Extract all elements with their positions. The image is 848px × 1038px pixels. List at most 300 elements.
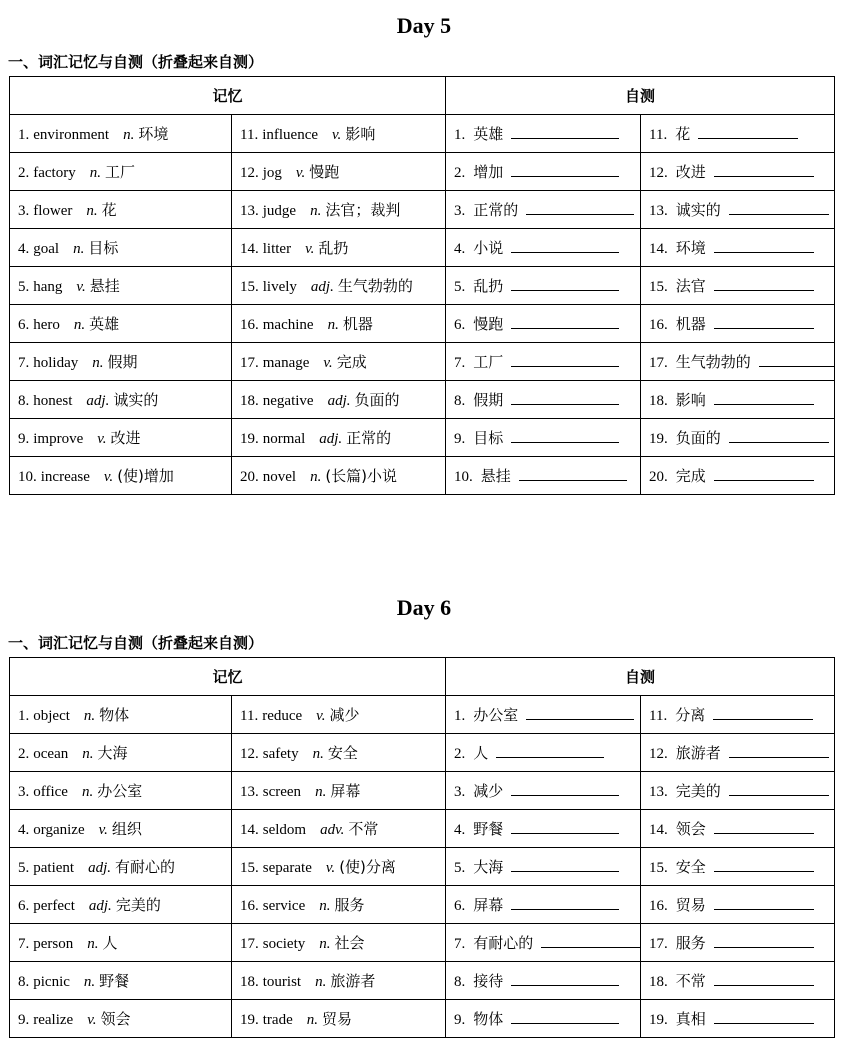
english-word: holiday xyxy=(33,355,79,371)
item-number: 14. xyxy=(240,822,259,838)
chinese-prompt: 生气勃勃的 xyxy=(675,353,751,371)
answer-blank[interactable] xyxy=(759,353,835,367)
vocab-table xyxy=(9,657,835,1038)
part-of-speech: n. xyxy=(83,708,96,724)
memory-cell xyxy=(232,810,446,848)
chinese-prompt: 人 xyxy=(473,744,489,762)
chinese-prompt: 办公室 xyxy=(473,706,519,724)
english-word: machine xyxy=(262,317,314,333)
item-number: 17. xyxy=(240,355,259,371)
item-number: 9. xyxy=(18,431,30,447)
part-of-speech: v. xyxy=(325,860,336,876)
memory-cell xyxy=(232,381,446,419)
memory-header: 记忆 xyxy=(10,77,446,115)
english-word: improve xyxy=(33,431,84,447)
english-word: negative xyxy=(262,393,314,409)
part-of-speech: adj. xyxy=(88,860,111,876)
memory-cell xyxy=(10,153,232,191)
self-test-cell xyxy=(641,962,835,1000)
answer-blank[interactable] xyxy=(519,467,627,481)
chinese-meaning: 影响 xyxy=(345,125,376,143)
part-of-speech: n. xyxy=(315,974,327,990)
part-of-speech: v. xyxy=(316,708,326,724)
answer-blank[interactable] xyxy=(714,972,814,986)
english-word: flower xyxy=(33,203,73,219)
chinese-meaning: 花 xyxy=(101,201,117,219)
item-number: 16. xyxy=(649,317,668,333)
vocab-table-body xyxy=(10,115,835,495)
english-word: goal xyxy=(33,241,60,257)
chinese-meaning: 领会 xyxy=(100,1010,131,1028)
table-row xyxy=(10,457,835,495)
memory-cell xyxy=(232,191,446,229)
part-of-speech: v. xyxy=(103,469,114,485)
memory-cell xyxy=(10,343,232,381)
chinese-prompt: 完成 xyxy=(675,467,706,485)
item-number: 18. xyxy=(240,974,259,990)
english-word: litter xyxy=(262,241,292,257)
english-word: jog xyxy=(262,165,282,181)
self-test-cell xyxy=(641,229,835,267)
item-number: 7. xyxy=(18,936,30,952)
item-number: 2. xyxy=(18,165,30,181)
chinese-meaning: 英雄 xyxy=(89,315,120,333)
item-number: 4. xyxy=(18,241,30,257)
item-number: 17. xyxy=(649,936,668,952)
chinese-meaning: 完美的 xyxy=(115,896,161,914)
answer-blank[interactable] xyxy=(511,391,619,405)
answer-blank[interactable] xyxy=(511,125,619,139)
item-number: 3. xyxy=(18,203,30,219)
chinese-prompt: 大海 xyxy=(473,858,504,876)
answer-blank[interactable] xyxy=(714,858,814,872)
answer-blank[interactable] xyxy=(511,1010,619,1024)
self-test-cell xyxy=(641,343,835,381)
self-test-cell xyxy=(641,810,835,848)
answer-blank[interactable] xyxy=(511,239,619,253)
answer-blank[interactable] xyxy=(714,934,814,948)
item-number: 15. xyxy=(240,279,259,295)
memory-cell xyxy=(232,229,446,267)
english-word: organize xyxy=(33,822,85,838)
english-word: object xyxy=(33,708,70,724)
chinese-meaning: 悬挂 xyxy=(89,277,120,295)
self-test-cell xyxy=(641,153,835,191)
item-number: 12. xyxy=(240,165,259,181)
memory-cell xyxy=(10,810,232,848)
chinese-prompt: 接待 xyxy=(473,972,504,990)
english-word: tourist xyxy=(262,974,302,990)
chinese-meaning: 工厂 xyxy=(104,163,135,181)
part-of-speech: n. xyxy=(86,203,98,219)
memory-cell xyxy=(232,343,446,381)
part-of-speech: n. xyxy=(73,241,85,257)
part-of-speech: adv. xyxy=(320,822,345,838)
memory-cell xyxy=(10,962,232,1000)
chinese-prompt: 野餐 xyxy=(473,820,504,838)
table-row xyxy=(10,153,835,191)
section-title: 一、词汇记忆与自测（折叠起来自测） xyxy=(8,53,264,71)
answer-blank[interactable] xyxy=(729,744,829,758)
item-number: 2. xyxy=(454,165,466,181)
table-row xyxy=(10,696,835,734)
chinese-prompt: 正常的 xyxy=(473,201,519,219)
memory-cell xyxy=(10,772,232,810)
memory-cell xyxy=(232,772,446,810)
table-row xyxy=(10,191,835,229)
answer-blank[interactable] xyxy=(714,163,814,177)
part-of-speech: n. xyxy=(310,469,322,485)
answer-blank[interactable] xyxy=(729,201,829,215)
chinese-prompt: 环境 xyxy=(675,239,706,257)
self-test-cell xyxy=(446,457,641,495)
table-row xyxy=(10,772,835,810)
item-number: 15. xyxy=(649,279,668,295)
english-word: environment xyxy=(33,127,110,143)
part-of-speech: v. xyxy=(97,431,107,447)
answer-blank[interactable] xyxy=(729,782,829,796)
self-test-cell xyxy=(641,1000,835,1038)
item-number: 18. xyxy=(649,393,668,409)
chinese-meaning: 诚实的 xyxy=(113,391,159,409)
item-number: 11. xyxy=(649,127,668,143)
self-test-cell xyxy=(641,419,835,457)
answer-blank[interactable] xyxy=(698,125,798,139)
english-word: patient xyxy=(33,860,75,876)
self-test-cell xyxy=(446,153,641,191)
chinese-meaning: 服务 xyxy=(334,896,365,914)
english-word: normal xyxy=(262,431,306,447)
answer-blank[interactable] xyxy=(511,782,619,796)
self-test-cell xyxy=(641,115,835,153)
answer-blank[interactable] xyxy=(714,277,814,291)
item-number: 19. xyxy=(649,431,668,447)
item-number: 11. xyxy=(649,708,668,724)
part-of-speech: v. xyxy=(305,241,315,257)
self-test-cell xyxy=(446,810,641,848)
memory-cell xyxy=(232,734,446,772)
part-of-speech: n. xyxy=(92,355,104,371)
item-number: 5. xyxy=(18,860,30,876)
answer-blank[interactable] xyxy=(714,315,814,329)
answer-blank[interactable] xyxy=(714,820,814,834)
chinese-prompt: 减少 xyxy=(473,782,504,800)
chinese-prompt: 分离 xyxy=(675,706,706,724)
chinese-prompt: 目标 xyxy=(473,429,504,447)
answer-blank[interactable] xyxy=(526,201,634,215)
item-number: 17. xyxy=(240,936,259,952)
answer-blank[interactable] xyxy=(511,353,619,367)
item-number: 9. xyxy=(18,1012,30,1028)
memory-cell xyxy=(10,848,232,886)
item-number: 8. xyxy=(18,974,30,990)
chinese-prompt: 领会 xyxy=(675,820,706,838)
chinese-prompt: 完美的 xyxy=(675,782,721,800)
chinese-prompt: 物体 xyxy=(473,1010,504,1028)
item-number: 13. xyxy=(240,784,259,800)
part-of-speech: n. xyxy=(82,746,94,762)
chinese-meaning: 假期 xyxy=(107,353,138,371)
part-of-speech: adj. xyxy=(319,431,343,447)
memory-cell xyxy=(10,267,232,305)
item-number: 1. xyxy=(18,127,30,143)
item-number: 8. xyxy=(454,393,466,409)
item-number: 9. xyxy=(454,1012,466,1028)
self-test-cell xyxy=(641,734,835,772)
chinese-meaning: 有耐心的 xyxy=(115,858,176,876)
part-of-speech: v. xyxy=(323,355,333,371)
vocab-table-body xyxy=(10,696,835,1038)
self-test-cell xyxy=(641,924,835,962)
item-number: 20. xyxy=(649,469,668,485)
item-number: 5. xyxy=(18,279,30,295)
chinese-meaning: (使)增加 xyxy=(117,467,174,485)
part-of-speech: v. xyxy=(76,279,86,295)
item-number: 8. xyxy=(454,974,466,990)
item-number: 11. xyxy=(240,127,259,143)
english-word: influence xyxy=(262,127,319,143)
self-test-cell xyxy=(446,343,641,381)
item-number: 6. xyxy=(18,898,30,914)
item-number: 14. xyxy=(649,241,668,257)
item-number: 7. xyxy=(454,355,466,371)
memory-header: 记忆 xyxy=(10,658,446,696)
english-word: increase xyxy=(40,469,90,485)
item-number: 19. xyxy=(240,1012,259,1028)
chinese-prompt: 旅游者 xyxy=(675,744,721,762)
english-word: trade xyxy=(262,1012,293,1028)
answer-blank[interactable] xyxy=(714,896,814,910)
english-word: separate xyxy=(262,860,312,876)
part-of-speech: adj. xyxy=(327,393,351,409)
english-word: safety xyxy=(262,746,299,762)
item-number: 10. xyxy=(454,469,473,485)
memory-cell xyxy=(10,419,232,457)
english-word: honest xyxy=(33,393,73,409)
chinese-meaning: 改进 xyxy=(110,429,141,447)
english-word: service xyxy=(262,898,306,914)
self-test-cell xyxy=(641,457,835,495)
answer-blank[interactable] xyxy=(526,706,634,720)
english-word: manage xyxy=(262,355,310,371)
chinese-meaning: 负面的 xyxy=(354,391,400,409)
answer-blank[interactable] xyxy=(511,858,619,872)
part-of-speech: v. xyxy=(295,165,306,181)
answer-blank[interactable] xyxy=(729,429,829,443)
answer-blank[interactable] xyxy=(713,706,813,720)
item-number: 7. xyxy=(18,355,30,371)
memory-cell xyxy=(232,305,446,343)
memory-cell xyxy=(232,886,446,924)
english-word: office xyxy=(33,784,68,800)
memory-cell xyxy=(232,962,446,1000)
table-row xyxy=(10,924,835,962)
chinese-meaning: 贸易 xyxy=(321,1010,352,1028)
chinese-meaning: (长篇)小说 xyxy=(325,467,398,485)
part-of-speech: adj. xyxy=(88,898,112,914)
memory-cell xyxy=(232,924,446,962)
part-of-speech: n. xyxy=(310,203,322,219)
part-of-speech: n. xyxy=(123,127,135,143)
answer-blank[interactable] xyxy=(511,896,619,910)
chinese-prompt: 影响 xyxy=(675,391,706,409)
chinese-meaning: 人 xyxy=(102,934,118,952)
answer-blank[interactable] xyxy=(511,820,619,834)
self-test-cell xyxy=(446,305,641,343)
chinese-meaning: 机器 xyxy=(342,315,373,333)
answer-blank[interactable] xyxy=(714,239,814,253)
memory-cell xyxy=(10,696,232,734)
chinese-prompt: 工厂 xyxy=(473,353,504,371)
part-of-speech: n. xyxy=(319,936,331,952)
memory-cell xyxy=(232,267,446,305)
item-number: 10. xyxy=(18,469,37,485)
self-test-cell xyxy=(641,848,835,886)
item-number: 15. xyxy=(649,860,668,876)
item-number: 3. xyxy=(18,784,30,800)
item-number: 2. xyxy=(18,746,30,762)
item-number: 13. xyxy=(649,784,668,800)
chinese-prompt: 有耐心的 xyxy=(473,934,534,952)
part-of-speech: adj. xyxy=(86,393,110,409)
item-number: 4. xyxy=(454,241,466,257)
item-number: 13. xyxy=(649,203,668,219)
memory-cell xyxy=(232,1000,446,1038)
part-of-speech: n. xyxy=(83,974,96,990)
table-row xyxy=(10,419,835,457)
table-row xyxy=(10,962,835,1000)
chinese-meaning: 目标 xyxy=(88,239,119,257)
item-number: 16. xyxy=(240,898,259,914)
chinese-meaning: 环境 xyxy=(138,125,169,143)
answer-blank[interactable] xyxy=(714,467,814,481)
memory-cell xyxy=(10,1000,232,1038)
self-test-cell xyxy=(446,1000,641,1038)
self-test-cell xyxy=(446,924,641,962)
self-test-cell xyxy=(446,734,641,772)
chinese-meaning: 不常 xyxy=(348,820,379,838)
english-word: perfect xyxy=(33,898,75,914)
chinese-prompt: 服务 xyxy=(675,934,706,952)
chinese-prompt: 不常 xyxy=(675,972,706,990)
self-test-cell xyxy=(641,381,835,419)
chinese-meaning: 生气勃勃的 xyxy=(337,277,413,295)
self-test-cell xyxy=(446,886,641,924)
english-word: reduce xyxy=(262,708,303,724)
part-of-speech: v. xyxy=(87,1012,97,1028)
item-number: 13. xyxy=(240,203,259,219)
item-number: 11. xyxy=(240,708,259,724)
part-of-speech: n. xyxy=(312,746,324,762)
chinese-prompt: 贸易 xyxy=(675,896,706,914)
chinese-prompt: 真相 xyxy=(675,1010,706,1028)
english-word: hero xyxy=(33,317,60,333)
chinese-meaning: 乱扔 xyxy=(318,239,349,257)
chinese-meaning: 慢跑 xyxy=(309,163,340,181)
memory-cell xyxy=(10,305,232,343)
memory-cell xyxy=(232,457,446,495)
chinese-prompt: 改进 xyxy=(675,163,706,181)
part-of-speech: v. xyxy=(332,127,342,143)
item-number: 3. xyxy=(454,203,466,219)
chinese-meaning: 组织 xyxy=(111,820,142,838)
english-word: seldom xyxy=(262,822,307,838)
answer-blank[interactable] xyxy=(511,315,619,329)
self-test-cell xyxy=(641,267,835,305)
item-number: 6. xyxy=(18,317,30,333)
answer-blank[interactable] xyxy=(511,277,619,291)
chinese-meaning: 完成 xyxy=(336,353,367,371)
item-number: 8. xyxy=(18,393,30,409)
part-of-speech: v. xyxy=(98,822,108,838)
table-row xyxy=(10,343,835,381)
part-of-speech: adj. xyxy=(310,279,334,295)
day-title: Day 5 xyxy=(396,13,452,38)
item-number: 19. xyxy=(649,1012,668,1028)
english-word: judge xyxy=(262,203,297,219)
item-number: 18. xyxy=(649,974,668,990)
memory-cell xyxy=(10,229,232,267)
english-word: picnic xyxy=(33,974,70,990)
answer-blank[interactable] xyxy=(511,972,619,986)
table-row xyxy=(10,886,835,924)
chinese-prompt: 英雄 xyxy=(473,125,504,143)
section-title: 一、词汇记忆与自测（折叠起来自测） xyxy=(8,634,264,652)
english-word: screen xyxy=(262,784,302,800)
item-number: 5. xyxy=(454,860,466,876)
answer-blank[interactable] xyxy=(541,934,640,948)
memory-cell xyxy=(232,419,446,457)
chinese-prompt: 诚实的 xyxy=(675,201,721,219)
answer-blank[interactable] xyxy=(714,1010,814,1024)
memory-cell xyxy=(10,924,232,962)
item-number: 14. xyxy=(240,241,259,257)
chinese-prompt: 机器 xyxy=(675,315,706,333)
table-row xyxy=(10,848,835,886)
self-test-cell xyxy=(446,696,641,734)
answer-blank[interactable] xyxy=(511,429,619,443)
item-number: 16. xyxy=(649,898,668,914)
item-number: 20. xyxy=(240,469,259,485)
memory-cell xyxy=(10,115,232,153)
table-row xyxy=(10,1000,835,1038)
english-word: person xyxy=(33,936,74,952)
item-number: 5. xyxy=(454,279,466,295)
part-of-speech: n. xyxy=(81,784,94,800)
chinese-meaning: 屏幕 xyxy=(330,782,361,800)
answer-blank[interactable] xyxy=(714,391,814,405)
chinese-prompt: 悬挂 xyxy=(480,467,511,485)
chinese-meaning: 旅游者 xyxy=(330,972,376,990)
item-number: 1. xyxy=(454,127,466,143)
answer-blank[interactable] xyxy=(496,744,604,758)
self-test-cell xyxy=(641,772,835,810)
answer-blank[interactable] xyxy=(511,163,619,177)
item-number: 9. xyxy=(454,431,466,447)
table-row xyxy=(10,267,835,305)
memory-cell xyxy=(232,696,446,734)
memory-cell xyxy=(10,457,232,495)
self-test-cell xyxy=(446,115,641,153)
memory-cell xyxy=(232,115,446,153)
part-of-speech: n. xyxy=(73,317,86,333)
chinese-meaning: 正常的 xyxy=(346,429,392,447)
self-test-cell xyxy=(446,267,641,305)
memory-cell xyxy=(232,848,446,886)
item-number: 7. xyxy=(454,936,466,952)
memory-cell xyxy=(10,381,232,419)
self-test-cell xyxy=(641,886,835,924)
